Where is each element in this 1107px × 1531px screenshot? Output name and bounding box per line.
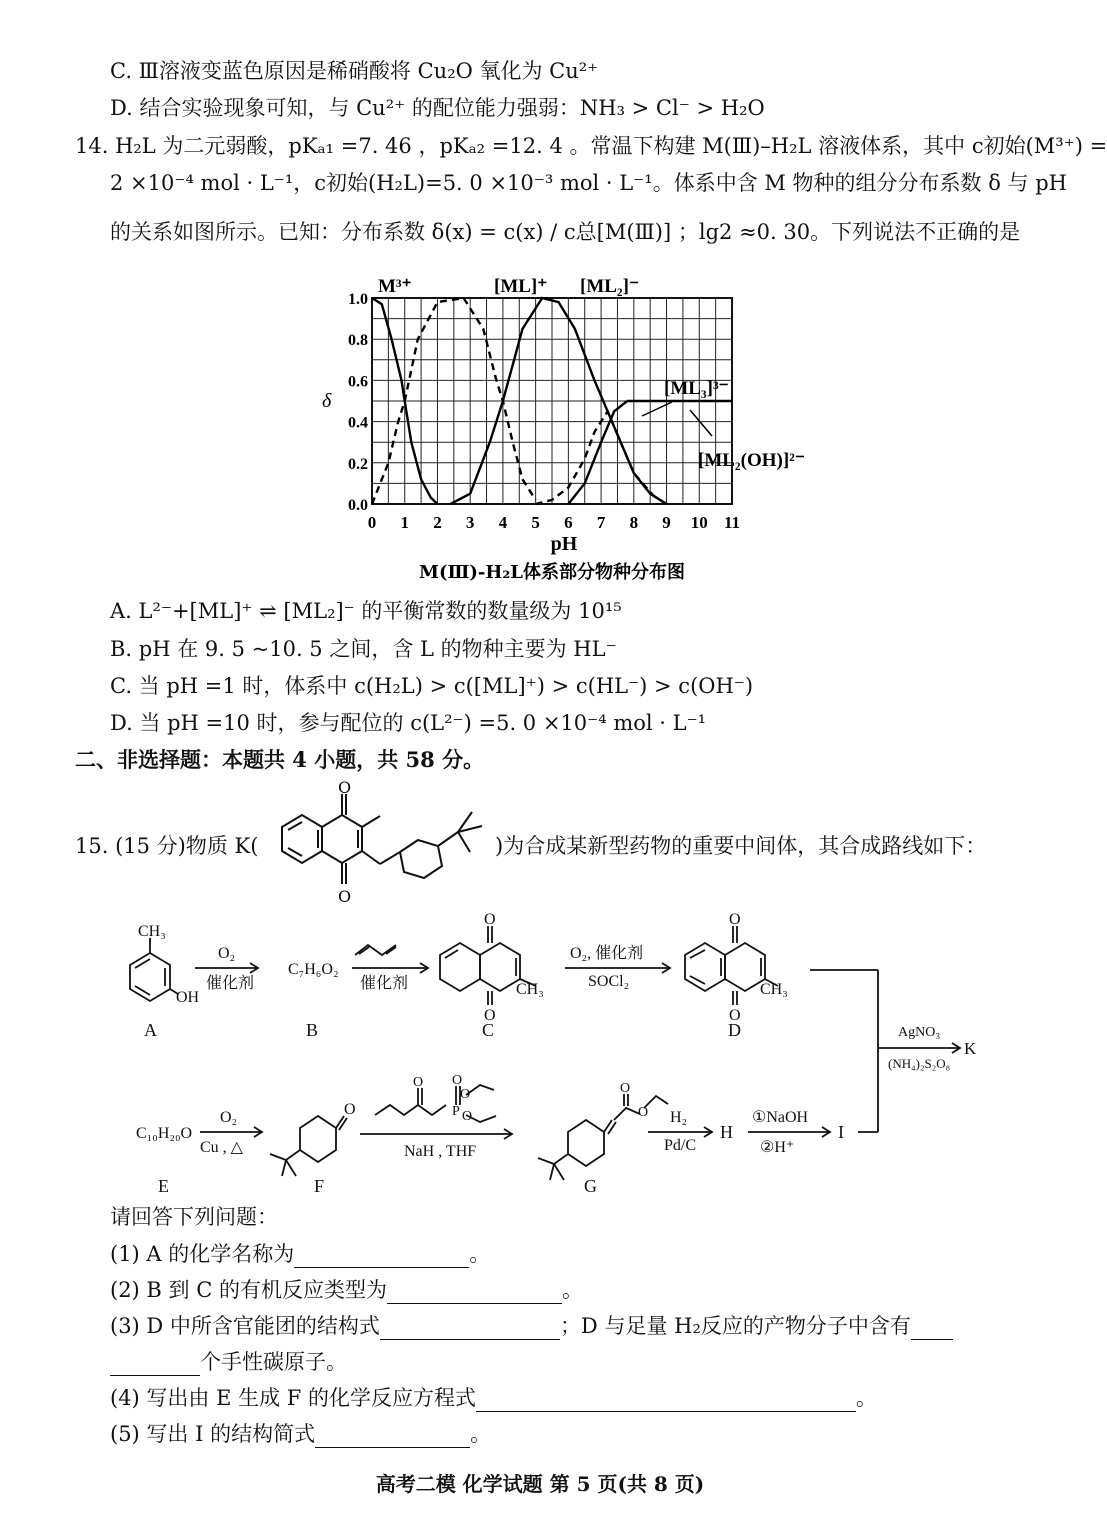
r4-top: O₂ <box>220 1109 238 1126</box>
subq-5-end: 。 <box>470 1422 492 1446</box>
y-tick-label: 0.2 <box>348 455 368 473</box>
distribution-chart-svg <box>310 268 805 586</box>
subq-4 <box>110 1384 877 1412</box>
y-tick-label: 0.6 <box>348 373 368 391</box>
a-hydroxyl-label: OH <box>176 989 200 1006</box>
label-h: H <box>720 1122 733 1142</box>
series-label-3: [ML₃]³⁻ <box>664 378 729 399</box>
answer-blank-3b[interactable] <box>911 1317 953 1340</box>
ask-heading: 请回答下列问题： <box>110 1205 278 1229</box>
r3-top: O₂, 催化剂 <box>570 945 644 962</box>
arrow-ml3 <box>642 402 672 416</box>
g-oxygen-2: O <box>638 1105 649 1120</box>
x-tick-label: 7 <box>596 513 606 532</box>
chart-title: M(Ⅲ)-H₂L体系部分物种分布图 <box>419 562 685 583</box>
reagent-phosphorus: P <box>452 1104 460 1119</box>
label-k: K <box>964 1039 977 1058</box>
series-label-1: [ML]⁺ <box>494 276 548 297</box>
rk-top: AgNO₃ <box>898 1025 941 1040</box>
arrow-ml2oh <box>690 410 712 436</box>
q14-option-b: B. pH 在 9. 5 ~10. 5 之间，含 L 的物种主要为 HL⁻ <box>110 637 617 661</box>
y-tick-label: 0.0 <box>348 497 368 514</box>
synthesis-scheme <box>0 910 1080 1200</box>
q14-option-a: A. L²⁻+[ML]⁺ ⇌ [ML₂]⁻ 的平衡常数的数量级为 10¹⁵ <box>110 599 622 623</box>
series-label-4: [ML₂(OH)]²⁻ <box>698 450 805 471</box>
r1-top: O₂ <box>218 945 236 962</box>
label-a: A <box>144 1020 157 1040</box>
q14-option-c: C. 当 pH =1 时，体系中 c(H₂L) > c([ML]⁺) > c(HL⁻) > c(OH⁻) <box>110 674 754 698</box>
subq-1-end: 。 <box>469 1242 491 1266</box>
d-oxygen-top: O <box>729 911 741 928</box>
q14-stem-line1: 14. H₂L 为二元弱酸，pKₐ₁ =7. 46 ，pKₐ₂ =12. 4 。常温下构建 M(Ⅲ)–H₂L 溶液体系，其中 c初始(M³⁺) = <box>75 134 1107 158</box>
r7-top: ①NaOH <box>752 1109 809 1126</box>
label-c: C <box>482 1020 495 1040</box>
c-oxygen-bottom: O <box>484 1007 496 1024</box>
reagent-oxygen-4: O <box>462 1109 473 1124</box>
page-footer: 高考二模 化学试题 第 5 页(共 8 页) <box>375 1472 705 1496</box>
e-formula: C₁₀H₂₀O <box>136 1125 193 1142</box>
subq-2-end: 。 <box>561 1278 583 1302</box>
distribution-chart <box>310 268 805 586</box>
c-oxygen-top: O <box>484 911 496 928</box>
series-label-0: M³⁺ <box>378 276 412 297</box>
f-oxygen: O <box>344 1101 356 1118</box>
r2-bottom: 催化剂 <box>360 975 409 992</box>
subq-3-text-b: ；D 与足量 H₂反应的产物分子中含有 <box>559 1314 911 1338</box>
series-label-2: [ML₂]⁻ <box>580 276 639 297</box>
answer-blank-3c[interactable] <box>110 1353 200 1376</box>
r7-bottom: ②H⁺ <box>760 1139 795 1156</box>
x-tick-label: 9 <box>662 513 671 532</box>
svg-text:O: O <box>338 887 352 906</box>
y-tick-label: 0.8 <box>348 332 368 350</box>
q15-stem-pre: 15. (15 分)物质 K( <box>75 834 259 858</box>
compound-k-structure <box>262 778 497 912</box>
d-methyl-label: CH₃ <box>760 981 788 998</box>
subq-3-text-c: 个手性碳原子。 <box>200 1350 347 1374</box>
x-tick-label: 5 <box>531 513 540 532</box>
reagent-oxygen-3: O <box>460 1087 471 1102</box>
svg-text:O: O <box>338 778 352 797</box>
q13-option-d: D. 结合实验现象可知，与 Cu²⁺ 的配位能力强弱：NH₃ > Cl⁻ > H₂O <box>110 96 765 120</box>
subq-1-text: (1) A 的化学名称为 <box>110 1242 295 1266</box>
d-oxygen-bottom: O <box>729 1007 741 1024</box>
q14-stem-line3: 的关系如图所示。已知：分布系数 δ(x) = c(x) / c总[M(Ⅲ)] ；lg2 ≈0. 30。下列说法不正确的是 <box>110 220 1021 244</box>
answer-blank-1[interactable] <box>294 1245 469 1268</box>
x-tick-label: 6 <box>564 513 573 532</box>
y-tick-label: 0.4 <box>348 414 368 432</box>
x-tick-label: 0 <box>367 513 377 532</box>
label-b: B <box>306 1020 319 1040</box>
subq-2 <box>110 1276 583 1304</box>
g-oxygen-1: O <box>620 1081 631 1096</box>
x-tick-label: 3 <box>465 513 475 532</box>
label-d: D <box>728 1020 741 1040</box>
subq-3-text-a: (3) D 中所含官能团的结构式 <box>110 1314 380 1338</box>
label-f: F <box>314 1176 325 1196</box>
y-axis-label: δ <box>322 390 332 412</box>
x-tick-label: 8 <box>629 513 639 532</box>
answer-blank-5[interactable] <box>315 1425 470 1448</box>
section-two-heading: 二、非选择题：本题共 4 小题，共 58 分。 <box>75 747 485 772</box>
subq-3 <box>110 1312 953 1340</box>
q14-option-d: D. 当 pH =10 时，参与配位的 c(L²⁻) =5. 0 ×10⁻⁴ mol · L⁻¹ <box>110 711 707 735</box>
x-tick-label: 11 <box>723 513 741 532</box>
x-tick-label: 4 <box>498 513 508 532</box>
q15-stem-post: )为合成某新型药物的重要中间体，其合成路线如下： <box>495 834 987 858</box>
x-axis-label: pH <box>550 533 578 555</box>
x-tick-label: 1 <box>400 513 409 532</box>
r6-top: H₂ <box>670 1109 688 1126</box>
answer-blank-2[interactable] <box>387 1281 562 1304</box>
reagent-oxygen-2: O <box>452 1073 463 1088</box>
answer-blank-3a[interactable] <box>380 1317 560 1340</box>
subq-2-text: (2) B 到 C 的有机反应类型为 <box>110 1278 387 1302</box>
subq-4-end: 。 <box>856 1386 878 1410</box>
r1-bottom: 催化剂 <box>206 975 255 992</box>
subq-5-text: (5) 写出 I 的结构简式 <box>110 1422 316 1446</box>
x-tick-label: 10 <box>690 513 708 532</box>
label-e: E <box>158 1176 169 1196</box>
r4-bottom: Cu , △ <box>200 1139 243 1156</box>
subq-5 <box>110 1420 491 1448</box>
rk-bottom: (NH₄)₂S₂O₈ <box>888 1056 951 1071</box>
x-tick-label: 2 <box>433 513 442 532</box>
a-methyl-label: CH₃ <box>138 923 166 940</box>
answer-blank-4[interactable] <box>476 1389 856 1412</box>
y-tick-label: 1.0 <box>348 291 368 308</box>
r6-bottom: Pd/C <box>664 1137 697 1154</box>
r3-bottom: SOCl₂ <box>588 973 630 990</box>
c-methyl-label: CH₃ <box>516 981 544 998</box>
q13-option-c: C. Ⅲ溶液变蓝色原因是稀硝酸将 Cu₂O 氧化为 Cu²⁺ <box>110 59 599 83</box>
b-formula: C₇H₆O₂ <box>288 961 339 978</box>
subq-4-text: (4) 写出由 E 生成 F 的化学反应方程式 <box>110 1386 477 1410</box>
reagent-oxygen-1: O <box>413 1075 424 1090</box>
subq-3-cont <box>110 1348 347 1376</box>
subq-1 <box>110 1240 490 1268</box>
r5-bottom: NaH , THF <box>404 1143 477 1160</box>
label-i: I <box>838 1122 844 1142</box>
label-g: G <box>584 1176 597 1196</box>
q14-stem-line2: 2 ×10⁻⁴ mol · L⁻¹，c初始(H₂L)=5. 0 ×10⁻³ mol · L⁻¹。体系中含 M 物种的组分分布系数 δ 与 pH <box>110 171 1067 195</box>
